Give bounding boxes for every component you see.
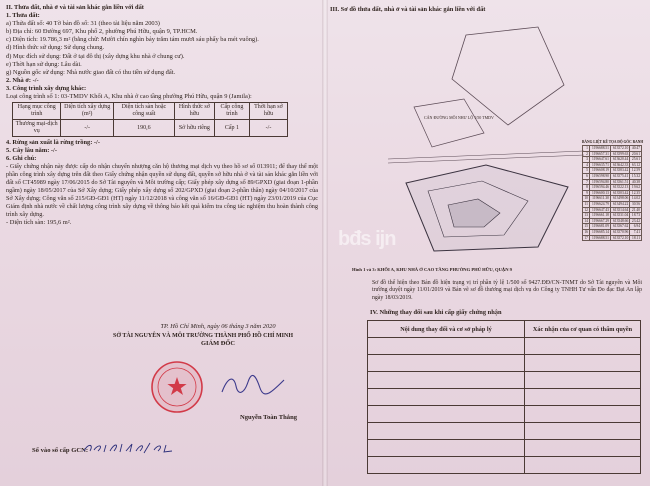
right-page xyxy=(330,6,646,14)
section-3-title: III. Sơ đồ thửa đất, nhà ở và tài sản khác gắn liền với đất xyxy=(330,6,486,13)
land-line: c) Diện tích: 19.786,3 m² (bằng chữ: Mười chín nghìn bảy trăm tám mươi sáu phẩy ba mét vuông). xyxy=(6,36,259,44)
table-cell xyxy=(525,389,641,406)
coordinate-cell: 8 xyxy=(583,185,590,191)
coordinate-cell: 1196598.90 xyxy=(589,173,610,179)
table-header: Diện tích sàn hoặc công suất xyxy=(113,103,174,120)
coordinate-cell: 613567.62 xyxy=(610,224,629,230)
coordinate-table-title: BẢNG LIỆT KÊ TỌA ĐỘ GÓC RANH xyxy=(582,140,644,144)
coordinate-cell: 5 xyxy=(583,168,590,174)
coordinate-row xyxy=(583,201,642,207)
entry-number-label: Số vào sổ cấp GCN: xyxy=(32,447,89,454)
coordinate-row xyxy=(583,190,642,196)
notes-text: - Giấy chứng nhận này được cấp do nhận chuyển nhượng căn hộ thương mại dịch vụ theo hồ sơ số 013911; để thay thế một phần công trình xây dựng trên đất theo Giấy chứng nhận quyền sử dụng đất, quyền sở hữu nhà ở và tài sản khác gắn liền với đất số CT45989 ngày 17/06/2015 do Sở Tài nguyên và Môi trường cấp; Giấy phép xây dựng số 89/GPXD (giai đoạn 1-phần ngầm) ngày 18/05/2017 của Sở Xây dựng; Giấy phép xây dựng số 202/GPXD (giai đoạn 2-phần thân) ngày 04/10/2017 của Sở Xây dựng; Công văn số 215/GĐ-GĐ1 (HT) ngày 11/12/2018 và công văn số 16/GĐ-GĐ1 (HT) ngày 23/01/2019 của Cục Giám định nhà nước về chất lượng công trình xây dựng về thông báo kết quả kiểm tra công tác nghiệm thu hoàn thành công trình xây dựng. xyxy=(6,163,318,218)
signature-block xyxy=(112,323,318,349)
map-caption: Hình 1 và 3: KHỐI A, KHU NHÀ Ở CAO TẦNG PHƯỜNG PHÚ HỮU, QUẬN 9 xyxy=(352,267,512,272)
coordinate-cell: 15 xyxy=(584,224,588,229)
land-line: đ) Mục đích sử dụng: Đất ở tại đô thị (xây dựng khu nhà ở chung cư). xyxy=(6,52,185,60)
table-header-row xyxy=(368,321,641,338)
coordinate-cell: 613503.42 xyxy=(610,190,629,196)
coordinate-cell: 12.59 xyxy=(630,168,642,174)
coordinate-cell: 1196681.09 xyxy=(589,224,610,230)
coordinate-cell: 613494.22 xyxy=(610,201,629,207)
coordinate-cell: 1196608.19 xyxy=(589,168,610,174)
coordinate-cell: 613583.42 xyxy=(610,168,629,174)
coordinate-row xyxy=(583,185,642,191)
table-header: Hình thức sở hữu xyxy=(174,103,214,120)
section-4-title: IV. Những thay đổi sau khi cấp giấy chứng nhận xyxy=(370,309,502,316)
coordinate-cell: 7 xyxy=(583,179,590,185)
left-page xyxy=(6,4,318,227)
table-row xyxy=(368,355,641,372)
land-line: g) Nguồn gốc sử dụng: Nhà nước giao đất có thu tiền sử dụng đất. xyxy=(6,68,176,76)
page-fold xyxy=(322,0,328,486)
coordinate-cell: 613599.63 xyxy=(610,151,629,157)
coordinate-row xyxy=(583,179,642,185)
map-road-label: CÁN ĐƯỜNG MÔI NHƯ LỘ 1/50 TMDV xyxy=(424,115,494,120)
coordinate-row xyxy=(583,235,642,241)
table-cell: Cấp 1 xyxy=(214,120,249,137)
table-cell xyxy=(368,355,525,372)
coordinate-cell: 6 xyxy=(583,173,590,179)
coordinate-cell: 4 xyxy=(583,162,590,168)
land-title: 1. Thửa đất: xyxy=(6,12,40,20)
construction-sub: Loại công trình số 1: 03-TMDV Khối A, Khu nhà ở cao tầng phường Phú Hữu, quận 9 (Jamila): xyxy=(6,93,252,101)
watermark: bđs ijn xyxy=(338,228,396,250)
map-source-note: Sơ đồ thể hiện theo Bản đồ hiện trạng vị trí phần tỷ lệ 1/500 số 9427.ĐĐ/CN-TNMT do Sở Tài nguyên và Môi trường duyệt ngày 11/01/2019 và Bản vẽ sơ đồ thương mại dịch vụ do Công ty TNHH Tư vấn Đo đạc Đại An lập ngày 18/03/2019. xyxy=(372,280,642,301)
table-cell xyxy=(368,389,525,406)
table-cell xyxy=(368,406,525,423)
coordinate-cell: 1196688.51 xyxy=(589,235,610,241)
coordinate-row xyxy=(583,213,642,219)
coordinate-cell: 613642.33 xyxy=(610,162,629,168)
notes-title: 6. Ghi chú: xyxy=(6,155,37,163)
coordinate-cell: 21.40 xyxy=(630,207,642,213)
table-cell xyxy=(525,338,641,355)
table-header: Hạng mục công trình xyxy=(13,103,61,120)
construction-title: 3. Công trình xây dựng khác: xyxy=(6,84,87,92)
coordinate-row xyxy=(583,218,642,224)
table-cell xyxy=(525,457,641,474)
coordinate-cell: 1 xyxy=(583,146,590,152)
coordinate-cell: 1196647.61 xyxy=(589,157,610,163)
construction-table xyxy=(12,102,288,137)
coordinate-cell: 11 xyxy=(584,201,588,206)
land-line: e) Thời hạn sử dụng: Lâu dài. xyxy=(6,60,82,68)
coordinate-cell: 3 xyxy=(583,157,590,163)
director-title: GIÁM ĐỐC xyxy=(201,340,235,347)
coordinate-rows xyxy=(582,145,642,241)
coordinate-row xyxy=(583,146,642,152)
coordinate-cell: 20.61 xyxy=(630,151,642,157)
coordinate-row xyxy=(583,173,642,179)
coordinate-cell: 18.11 xyxy=(630,235,642,241)
table-cell: -/- xyxy=(61,120,113,137)
table-header: Diện tích xây dựng (m²) xyxy=(61,103,113,120)
official-stamp xyxy=(150,360,204,414)
table-row xyxy=(368,389,641,406)
table-row xyxy=(368,457,641,474)
coordinate-cell: 40.38 xyxy=(630,179,642,185)
coordinate-row xyxy=(583,162,642,168)
coordinate-cell: 2 xyxy=(583,151,590,157)
coordinate-cell: 1196667.29 xyxy=(589,218,610,224)
coordinate-cell: 613531.04 xyxy=(610,213,629,219)
coordinate-cell: 613570.96 xyxy=(610,229,629,235)
coordinate-cell: 18.73 xyxy=(630,213,642,219)
coordinate-cell: 15.32 xyxy=(630,173,642,179)
coordinate-cell: 25.61 xyxy=(630,157,642,163)
coordinate-cell: 17 xyxy=(584,235,588,240)
coordinate-cell: 12.35 xyxy=(630,190,642,196)
table-row xyxy=(368,406,641,423)
coordinate-cell: 613572.10 xyxy=(610,235,629,241)
land-line: b) Địa chỉ: 60 Đường 697, Khu phố 2, phường Phú Hữu, quận 9, TP.HCM. xyxy=(6,28,198,36)
director-signature xyxy=(218,372,288,398)
table-cell xyxy=(525,355,641,372)
table-header: Nội dung thay đổi và cơ sở pháp lý xyxy=(368,321,525,338)
coordinate-cell: 9 xyxy=(583,190,590,196)
table-cell: -/- xyxy=(249,120,287,137)
table-header: Xác nhận của cơ quan có thẩm quyền xyxy=(525,321,641,338)
section-2-title: II. Thửa đất, nhà ở và tài sản khác gắn liền với đất xyxy=(6,4,144,11)
signer-name: Nguyễn Toàn Thắng xyxy=(240,414,298,421)
coordinate-cell: 613561.51 xyxy=(610,179,629,185)
coordinate-cell: 13 xyxy=(584,213,588,218)
coordinate-cell: 1196661.18 xyxy=(589,213,610,219)
notes-area: - Diện tích sàn: 195,6 m². xyxy=(6,218,72,226)
coordinate-cell: 30.56 xyxy=(630,201,642,207)
coordinate-table xyxy=(582,140,642,241)
coordinate-cell: 19.62 xyxy=(630,185,642,191)
table-row xyxy=(368,372,641,389)
coordinate-cell: 1196600.13 xyxy=(589,190,610,196)
trees-line: 5. Cây lâu năm: -/- xyxy=(6,147,57,155)
coordinate-cell: 1196635.71 xyxy=(589,162,610,168)
table-cell: Thương mại-dịch vụ xyxy=(13,120,61,137)
coordinate-cell: 613522.13 xyxy=(610,185,629,191)
coordinate-cell: 613498.06 xyxy=(610,196,629,202)
coordinate-cell: 613514.64 xyxy=(610,207,629,213)
coordinate-cell: 12 xyxy=(584,207,588,212)
table-header: Thời hạn sở hữu xyxy=(249,103,287,120)
coordinate-cell: 613620.44 xyxy=(610,157,629,163)
table-cell xyxy=(368,423,525,440)
coordinate-row xyxy=(583,151,642,157)
table-cell xyxy=(525,440,641,457)
table-row xyxy=(368,423,641,440)
coordinate-cell: 63.12 xyxy=(630,162,642,168)
coordinate-cell: 613572.10 xyxy=(610,146,629,152)
coordinate-cell: 10 xyxy=(584,196,588,201)
coordinate-cell: 40.47 xyxy=(630,146,642,152)
land-line: a) Thửa đất số: 40 Tờ bản đồ số: 31 (theo tài liệu năm 2003) xyxy=(6,20,160,28)
coordinate-row xyxy=(583,207,642,213)
table-header: Cấp công trình xyxy=(214,103,249,120)
table-cell xyxy=(525,406,641,423)
coordinate-cell: 1196688.51 xyxy=(589,146,610,152)
table-cell xyxy=(525,372,641,389)
land-line: d) Hình thức sử dụng: Sử dụng chung. xyxy=(6,44,105,52)
table-cell xyxy=(368,440,525,457)
coordinate-row xyxy=(583,168,642,174)
coordinate-cell: 1196594.80 xyxy=(589,179,610,185)
table-header-row xyxy=(13,103,288,120)
coordinate-cell: 1196647.43 xyxy=(589,207,610,213)
coordinate-cell: 14.02 xyxy=(630,196,642,202)
coordinate-row xyxy=(583,157,642,163)
entry-number-handwritten xyxy=(80,441,176,455)
table-cell: 190,6 xyxy=(113,120,174,137)
forest-line: 4. Rừng sản xuất là rừng trồng: -/- xyxy=(6,139,100,147)
coordinate-cell: 613575.41 xyxy=(610,173,629,179)
table-cell xyxy=(368,457,525,474)
table-row xyxy=(368,440,641,457)
coordinate-cell: 1196624.79 xyxy=(589,201,610,207)
coordinate-cell: 1196685.14 xyxy=(589,229,610,235)
table-row xyxy=(13,120,288,137)
coordinate-cell: 6.94 xyxy=(630,224,642,230)
coordinate-row xyxy=(583,196,642,202)
coordinate-cell: 7.41 xyxy=(630,229,642,235)
coordinate-cell: 613548.66 xyxy=(610,218,629,224)
coordinate-cell: 1196657.31 xyxy=(589,151,610,157)
coordinate-cell: 16 xyxy=(584,229,588,234)
table-cell xyxy=(368,338,525,355)
place-date: TP. Hồ Chí Minh, ngày 06 tháng 3 năm 2020 xyxy=(160,323,276,330)
table-cell xyxy=(368,372,525,389)
agency-name: SỞ TÀI NGUYÊN VÀ MÔI TRƯỜNG THÀNH PHỐ HỒ CHÍ MINH xyxy=(112,332,294,339)
table-row xyxy=(368,338,641,355)
coordinate-cell: 1196611.30 xyxy=(589,196,610,202)
table-cell xyxy=(525,423,641,440)
coordinate-cell: 14 xyxy=(584,218,588,223)
house-line: 2. Nhà ở: -/- xyxy=(6,76,39,84)
changes-table xyxy=(367,320,641,474)
table-cell: Sở hữu riêng xyxy=(174,120,214,137)
coordinate-cell: 1196594.46 xyxy=(589,185,610,191)
coordinate-cell: 23.42 xyxy=(630,218,642,224)
